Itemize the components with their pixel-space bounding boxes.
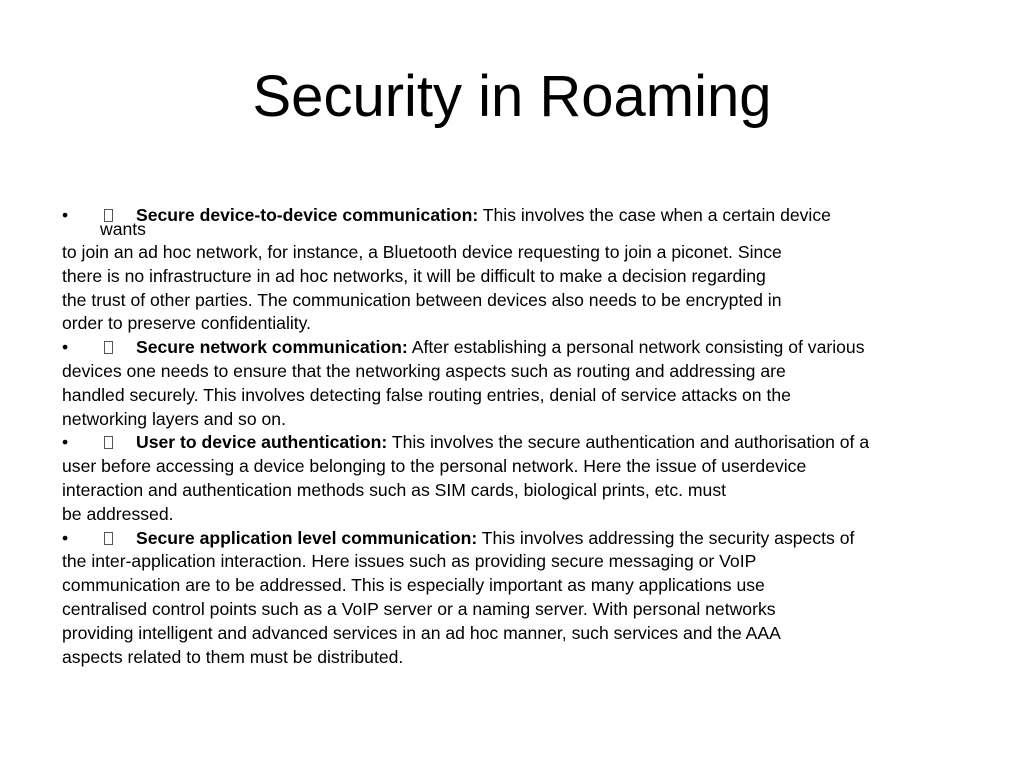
bullet-text: After establishing a personal network consisting of various <box>407 337 865 358</box>
body-line: networking layers and so on. <box>62 408 286 429</box>
body-line: providing intelligent and advanced services in an ad hoc manner, such services and the AAA <box>62 622 781 643</box>
bullet-heading: Secure application level communication: <box>136 527 478 548</box>
body-line: the trust of other parties. The communication between devices also needs to be encrypted in <box>62 289 782 310</box>
bullet-dot: • <box>62 527 69 548</box>
bullet-heading: Secure network communication: <box>136 337 408 358</box>
bullet-dot: • <box>62 432 69 453</box>
body-line: be addressed. <box>62 503 174 524</box>
slide-body <box>62 204 982 669</box>
bullet-dot: • <box>62 205 69 225</box>
bullet-dot: • <box>62 337 69 358</box>
body-line: there is no infrastructure in ad hoc networks, it will be difficult to make a decision regarding <box>62 265 766 286</box>
body-line: the inter-application interaction. Here issues such as providing secure messaging or VoIP <box>62 551 757 572</box>
body-line: interaction and authentication methods such as SIM cards, biological prints, etc. must <box>62 479 727 500</box>
bullet-item <box>62 204 982 224</box>
body-line: communication are to be addressed. This is especially important as many applications use <box>62 575 765 596</box>
bullet-item <box>62 527 982 551</box>
body-line: order to preserve confidentiality. <box>62 313 312 334</box>
bullet-text: This involves the case when a certain device <box>478 205 831 225</box>
bullet-heading: User to device authentication: <box>136 432 388 453</box>
missing-glyph-icon <box>104 209 113 222</box>
body-line: handled securely. This involves detecting false routing entries, denial of service attacks on the <box>62 384 791 405</box>
body-line: centralised control points such as a VoIP server or a naming server. With personal networks <box>62 598 776 619</box>
missing-glyph-icon <box>104 532 113 545</box>
slide-title: Security in Roaming <box>252 64 772 129</box>
bullet-text: This involves addressing the security aspects of <box>477 527 855 548</box>
body-line: to join an ad hoc network, for instance, a Bluetooth device requesting to join a piconet. Since <box>62 242 782 262</box>
body-line: user before accessing a device belonging to the personal network. Here the issue of userdevice <box>62 456 807 477</box>
bullet-text: This involves the secure authentication and authorisation of a <box>387 432 870 453</box>
missing-glyph-icon <box>104 341 113 354</box>
bullet-wrap-text: wants <box>100 219 146 239</box>
bullet-heading: Secure device-to-device communication: <box>136 205 479 225</box>
body-line: aspects related to them must be distributed. <box>62 646 404 667</box>
bullet-item <box>62 431 982 455</box>
body-line: devices one needs to ensure that the networking aspects such as routing and addressing are <box>62 360 786 381</box>
missing-glyph-icon <box>104 436 113 449</box>
bullet-item <box>62 336 982 360</box>
